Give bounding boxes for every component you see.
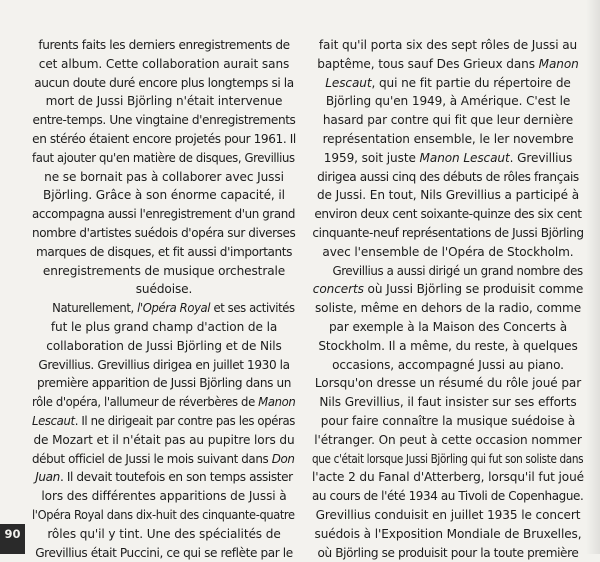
text-segment: 1959, soit juste [323,150,420,165]
text-line [312,130,584,149]
text-line [32,130,296,149]
text-line [312,544,584,562]
text-line [312,74,584,93]
text-segment: enregistrements de musique orchestrale [42,263,286,278]
text-line [312,468,584,487]
italic-title: Lescaut [32,413,75,428]
text-segment: où Jussi Björling se produisit comme [363,282,584,297]
text-segment: fut le plus grand champ d'action de la [50,319,278,334]
text-line [312,487,584,506]
text-line [312,262,583,281]
text-line [312,412,584,431]
text-segment: aucun doute duré encore plus longtemps si la [34,75,294,90]
italic-title: l'Opéra Royal [137,301,211,316]
text-segment: rôle d'opéra, l'allumeur de réverbères de [32,395,259,410]
italic-title: Don [271,451,295,466]
text-line [32,111,296,130]
text-line [32,92,296,111]
text-line [312,299,584,318]
text-segment: collaboration de Jussi Björling et de Nils [46,338,282,353]
text-segment: occasions, accompagné Jussi au piano. [332,357,564,372]
text-line [32,36,296,55]
text-segment: première apparition de Jussi Björling dans un [36,376,292,391]
text-segment: rôles qu'il y tint. Une des spécialités de [47,526,281,541]
text-line [312,393,584,412]
text-line [32,506,295,525]
text-segment: hasard par contre qui fit que leur dernière [322,113,574,128]
text-line [312,356,584,375]
italic-title: Manon Lescaut [419,150,510,165]
text-line [32,450,295,469]
text-line [312,149,584,168]
text-line [312,525,584,544]
italic-title: Manon [258,395,296,410]
text-line [32,525,296,544]
text-line [32,243,296,262]
text-segment: par exemple à la Maison des Concerts à [328,319,568,334]
text-segment: mort de Jussi Björling n'était intervenue [45,94,283,109]
text-segment: que c'était lorsque Jussi Björling qui fut son soliste dans [312,451,584,466]
text-segment: l'Opéra Royal dans dix-huit des cinquante-quatre [32,507,295,522]
text-segment: Stockholm. Il a même, du reste, à quelques [318,338,578,353]
text-segment: pour faire connaître la musique suédoise à [320,413,576,428]
italic-title: Juan [35,470,60,485]
text-line [32,337,296,356]
text-segment: en stéréo étaient encore projetés pour 1961. Il [32,131,296,146]
text-line [312,243,584,262]
text-line [312,431,584,450]
text-line [32,168,296,187]
text-segment: . Grevillius [509,150,573,165]
text-line [32,544,296,562]
text-segment: au cours de l'été 1934 au Tivoli de Copenhague. [312,489,584,504]
text-line [32,412,295,431]
text-segment: baptême, tous sauf Des Grieux dans [317,56,539,71]
text-line [312,280,584,299]
text-line [312,111,584,130]
text-segment: Naturellement, [52,301,138,316]
text-segment: Grevillius conduisit en juillet 1935 le concert [315,507,581,522]
text-line [312,506,584,525]
italic-title: Lescaut [325,75,372,90]
text-line [312,205,584,224]
text-line [32,186,296,205]
text-line [32,224,294,243]
text-segment: environ deux cent soixante-quinze des six cent [314,207,582,222]
text-line [312,168,584,187]
text-line [312,224,584,243]
text-segment: furents faits les derniers enregistrements de [38,38,290,52]
text-segment: l'étranger. On peut à cette occasion nommer [314,432,582,447]
left-text-column [32,36,296,562]
text-line [312,337,584,356]
text-line [32,262,296,281]
text-line [312,318,584,337]
text-segment: lors des différentes apparitions de Jussi à [41,489,287,504]
italic-title: concerts [312,282,364,297]
text-segment: ne se bornait pas à collaborer avec Jussi [44,169,284,184]
text-segment: soliste, même en dehors de la radio, comme [314,301,582,316]
text-segment: l'acte 2 du Fanal d'Atterberg, lorsqu'il fut joué [312,470,584,485]
text-segment: Lorsqu'on dresse un résumé du rôle joué par [314,376,582,391]
text-line [32,280,296,299]
text-segment: Grevillius a aussi dirigé un grand nombre des [332,263,583,278]
text-segment: et ses activités [210,301,295,316]
text-segment: fait qu'il porta six des sept rôles de Jussi au [318,38,578,52]
text-segment: Grevillius. Grevillius dirigea en juillet 1930 la [38,357,290,372]
text-segment: faut ajouter qu'en matière de disques, Grevillius [32,150,295,165]
text-segment: où Björling se produisit pour la toute première [317,545,579,560]
text-segment: Björling. Grâce à son énorme capacité, il [43,188,285,203]
page-number: 90 [0,524,25,554]
text-segment: de Jussi. En tout, Nils Grevillius a participé à [316,188,580,203]
text-line [32,356,296,375]
text-line [32,374,296,393]
text-line [32,55,296,74]
text-line [312,92,584,111]
text-segment: dirigea aussi cinq des débuts de rôles français [317,169,579,184]
text-segment: Grevillius était Puccini, ce qui se reflète par le [35,545,293,560]
text-segment: Nils Grevillius, il faut insister sur ses efforts [319,395,577,410]
text-segment: début officiel de Jussi le mois suivant dans [32,451,272,466]
text-segment: représentation ensemble, le ler novembre [322,131,574,146]
text-line [32,431,296,450]
text-segment: Björling qu'en 1949, à Amérique. C'est le [325,94,571,109]
text-segment: cet album. Cette collaboration aurait sans [38,56,290,71]
text-line [32,318,296,337]
text-line [312,186,584,205]
text-line [32,299,295,318]
text-segment: cinquante-neuf représentations de Jussi Björling [312,225,584,240]
text-segment: suédoise. [135,282,193,297]
text-segment: avec l'ensemble de l'Opéra de Stockholm. [322,244,574,259]
text-line [312,374,584,393]
text-segment: . Il ne dirigeait par contre pas les opéras [74,413,295,428]
text-segment: de Mozart et il n'était pas au pupitre lors du [33,432,295,447]
text-line [32,393,296,412]
text-line [32,74,296,93]
text-segment: accompagna aussi l'enregistrement d'un grand [32,207,296,222]
text-segment: entre-temps. Une vingtaine d'enregistrements [32,113,296,128]
text-segment: nombre d'artistes suédois d'opéra sur diverses [32,225,296,240]
text-line [32,205,296,224]
text-line [312,55,584,74]
page-edge-shadow [586,0,600,554]
text-line [32,468,296,487]
text-segment: suédois à l'Exposition Mondiale de Bruxelles, [314,526,582,541]
italic-title: Manon [538,56,579,71]
text-line [312,36,584,55]
text-line [312,450,584,469]
text-segment: marques de disques, et fit aussi d'importants [35,244,293,259]
right-text-column [312,36,584,562]
text-line [32,149,295,168]
text-segment: , qui ne fit partie du répertoire de [371,75,571,90]
text-segment: . Il devait toutefois en son temps assister [59,470,293,485]
text-line [32,487,296,506]
